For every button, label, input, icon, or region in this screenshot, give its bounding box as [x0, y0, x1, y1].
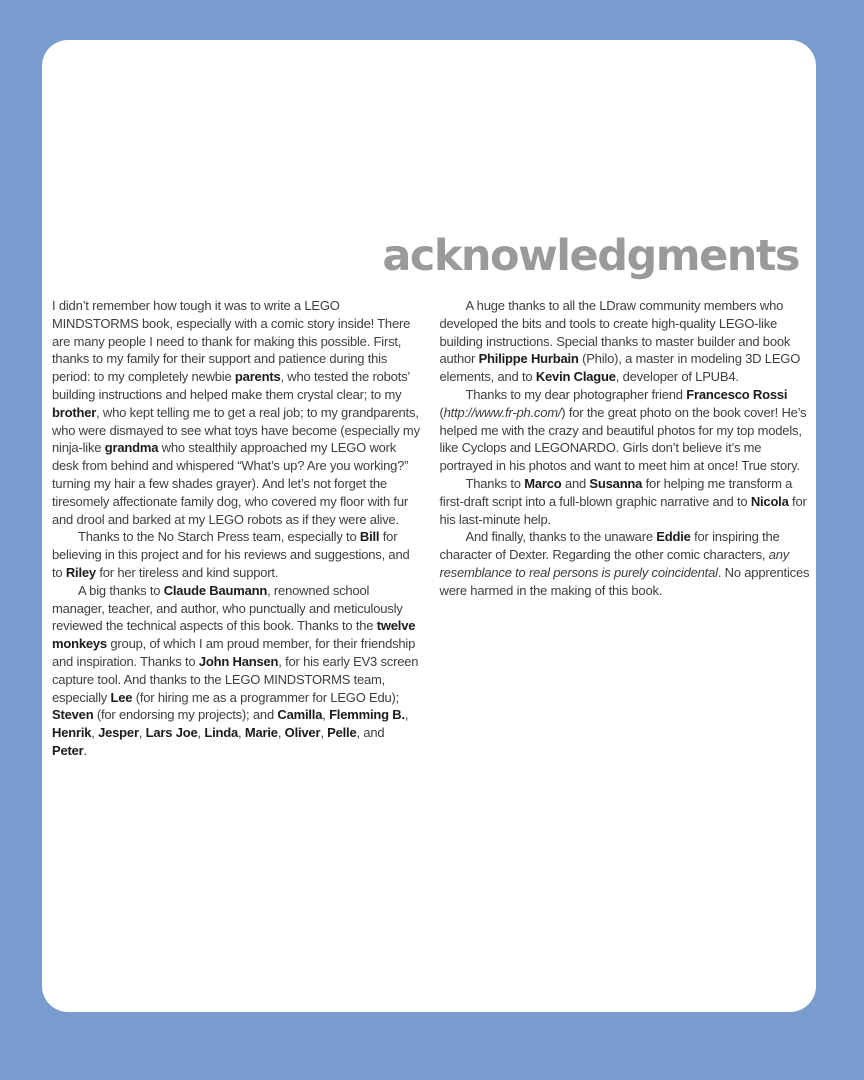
regular-text-segment: for believing in this project and for his reviews and suggestions, and to	[52, 529, 410, 580]
regular-text-segment: And finally, thanks to the unaware	[465, 529, 657, 545]
paragraph	[52, 528, 423, 581]
regular-text-segment: for her tireless and kind support.	[95, 564, 279, 580]
bold-text-segment: Oliver	[284, 725, 321, 741]
bold-text-segment: Marco	[524, 475, 562, 491]
bold-text-segment: Jesper	[98, 725, 139, 741]
regular-text-segment: ,	[238, 725, 245, 741]
bold-text-segment: Lee	[110, 689, 133, 705]
regular-text-segment: I didn’t remember how tough it was to write a LEGO MINDSTORMS book, especially with a comic story inside! There are many people I need to thank for making this possible. First, thanks to my family for their support and patience during this period: to my completely newbie	[52, 298, 411, 385]
regular-text-segment: .	[83, 742, 87, 758]
book-page-card	[42, 40, 816, 1012]
regular-text-segment: ,	[404, 707, 409, 723]
bold-text-segment: Steven	[52, 707, 94, 723]
regular-text-segment: A big thanks to	[78, 582, 164, 598]
bold-text-segment: Henrik	[52, 725, 92, 741]
bold-text-segment: Claude Baumann	[163, 582, 268, 598]
paragraph	[440, 528, 811, 599]
regular-text-segment: ,	[138, 725, 146, 741]
regular-text-segment: , who kept telling me to get a real job; to my grandparents, who were dismayed to see what toys have become (especially my ninja-like	[52, 404, 420, 456]
regular-text-segment: A huge thanks to all the LDraw community members who developed the bits and tools to create high-quality LEGO-like building instructions. Special thanks to master builder and book author	[439, 298, 791, 367]
regular-text-segment: ,	[322, 707, 330, 723]
italic-text-segment: any resemblance to real persons is purely coincidental	[439, 547, 790, 580]
regular-text-segment: . No apprentices were harmed in the making of this book.	[439, 564, 810, 598]
regular-text-segment: , who tested the robots’ building instructions and helped make them crystal clear; to my	[52, 369, 410, 402]
regular-text-segment: (Philo), a master in modeling 3D LEGO elements, and to	[439, 351, 801, 385]
regular-text-segment: (	[439, 404, 444, 420]
bold-text-segment: John Hansen	[198, 653, 279, 669]
bold-text-segment: Linda	[204, 725, 239, 741]
chapter-title: acknowledgments	[382, 231, 799, 281]
regular-text-segment: Thanks to my dear photographer friend	[465, 386, 687, 402]
paragraph	[440, 475, 811, 528]
text-columns	[52, 297, 810, 760]
bold-text-segment: Flemming B.	[329, 707, 405, 723]
regular-text-segment: , for his early EV3 screen capture tool. And thanks to the LEGO MINDSTORMS team, especially	[52, 653, 419, 705]
italic-text-segment: http://www.fr-ph.com/	[443, 404, 562, 420]
regular-text-segment: , developer of LPUB4.	[615, 369, 739, 385]
regular-text-segment: group, of which I am proud member, for their friendship and inspiration. Thanks to	[52, 636, 416, 669]
regular-text-segment: for inspiring the character of Dexter. Regarding the other comic characters,	[439, 529, 780, 563]
bold-text-segment: brother	[52, 404, 97, 420]
regular-text-segment: ,	[320, 725, 328, 741]
regular-text-segment: Thanks to	[465, 475, 525, 491]
regular-text-segment: Thanks to the No Starch Press team, especially to	[78, 529, 360, 545]
left-text-column	[52, 297, 423, 760]
regular-text-segment: ) for the great photo on the book cover! He’s helped me with the crazy and beautiful photos for my top models, like Cyclops and LEGONARDO. Girls don’t believe it’s me portrayed in his photos and want to meet him at once! True story.	[439, 404, 807, 474]
bold-text-segment: Susanna	[589, 475, 643, 491]
regular-text-segment: (for hiring me as a programmer for LEGO Edu);	[132, 689, 400, 705]
bold-text-segment: Bill	[359, 529, 380, 545]
right-text-column	[440, 297, 811, 760]
paragraph	[440, 297, 811, 386]
bold-text-segment: Philippe Hurbain	[478, 351, 579, 367]
regular-text-segment: ,	[91, 725, 99, 741]
bold-text-segment: twelve monkeys	[52, 618, 416, 652]
bold-text-segment: Marie	[244, 725, 278, 741]
bold-text-segment: parents	[234, 369, 281, 385]
bold-text-segment: Kevin Clague	[535, 369, 616, 385]
paragraph	[440, 386, 811, 475]
bold-text-segment: Eddie	[656, 529, 691, 545]
regular-text-segment: and	[561, 475, 590, 491]
bold-text-segment: Lars Joe	[145, 725, 198, 741]
regular-text-segment: for helping me transform a first-draft script into a full-blown graphic narrative and to	[439, 475, 793, 509]
bold-text-segment: Pelle	[327, 725, 357, 741]
bold-text-segment: Camilla	[277, 707, 323, 723]
regular-text-segment: who stealthily approached my LEGO work desk from behind and whispered “What’s up? Are you working?” turning my hair a few shades grayer). And let’s not forget the tiresomely affectionate family dog, who covered my floor with fur and drool and barked at my LEGO robots as if they were alive.	[52, 440, 409, 527]
bold-text-segment: Francesco Rossi	[686, 386, 788, 402]
regular-text-segment: , and	[356, 725, 385, 741]
paragraph	[52, 582, 423, 760]
regular-text-segment: (for endorsing my projects); and	[93, 707, 278, 723]
regular-text-segment: ,	[277, 725, 285, 741]
paragraph	[52, 297, 423, 528]
bold-text-segment: grandma	[104, 440, 159, 456]
bold-text-segment: Riley	[65, 564, 96, 580]
regular-text-segment: for his last-minute help.	[439, 493, 807, 527]
bold-text-segment: Peter	[52, 742, 84, 758]
regular-text-segment: ,	[197, 725, 205, 741]
regular-text-segment: , renowned school manager, teacher, and author, who punctually and meticulously reviewed the technical aspects of this book. Thanks to the	[52, 582, 403, 634]
bold-text-segment: Nicola	[750, 493, 789, 509]
